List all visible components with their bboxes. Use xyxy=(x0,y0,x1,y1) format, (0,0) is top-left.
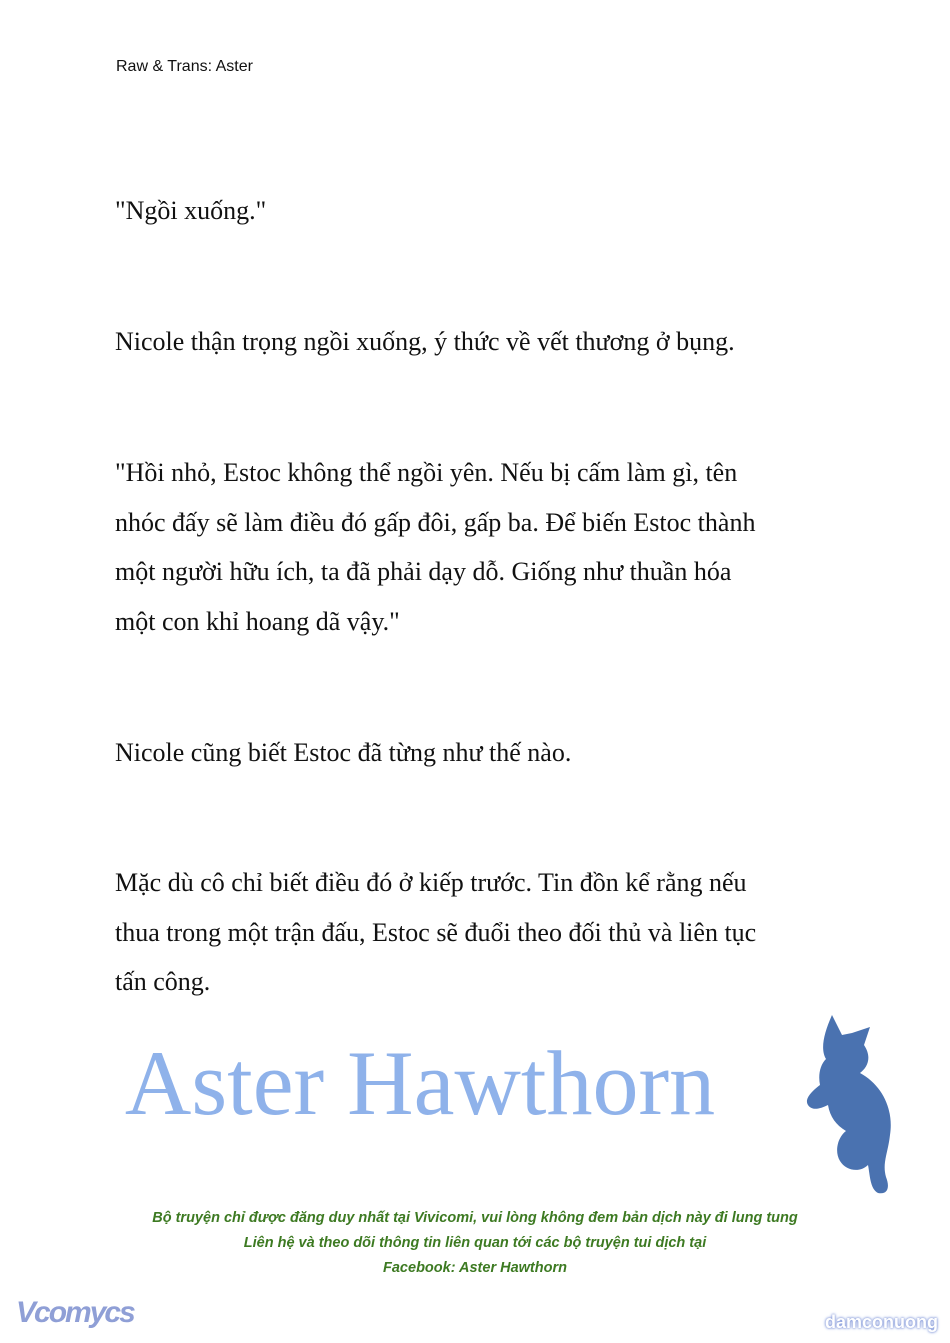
text-line: Mặc dù cô chỉ biết điều đó ở kiếp trước. Tin đồn kể rằng nếu xyxy=(115,868,747,897)
paragraph-5 xyxy=(115,870,756,1007)
text-line: "Hồi nhỏ, Estoc không thể ngồi yên. Nếu bị cấm làm gì, tên xyxy=(115,458,738,487)
footer-notice-line-2: Liên hệ và theo dõi thông tin liên quan tới các bộ truyện tui dịch tại xyxy=(243,1235,707,1251)
paragraph-2 xyxy=(115,329,735,367)
footer-notice-line-1: Bộ truyện chỉ được đăng duy nhất tại Vivicomi, vui lòng không đem bản dịch này đi lung tung xyxy=(152,1210,798,1226)
text-line: Nicole thận trọng ngồi xuống, ý thức về vết thương ở bụng. xyxy=(115,327,735,356)
paragraph-1 xyxy=(115,198,266,236)
text-line: Nicole cũng biết Estoc đã từng như thế nào. xyxy=(115,738,572,767)
cat-silhouette-icon xyxy=(790,1005,920,1195)
text-line: tấn công. xyxy=(115,967,211,997)
watermark-text: Aster Hawthorn xyxy=(124,1032,716,1134)
footer-facebook: Facebook: Aster Hawthorn xyxy=(383,1260,567,1276)
paragraph-4 xyxy=(115,740,571,778)
text-line: "Ngồi xuống." xyxy=(115,196,267,225)
translator-credit: Raw & Trans: Aster xyxy=(116,58,253,75)
vcomycs-logo: Vcomycs xyxy=(16,1296,134,1329)
damconuong-logo: damconuong xyxy=(825,1312,938,1332)
text-line: một con khỉ hoang dã vậy." xyxy=(115,606,400,636)
text-line: thua trong một trận đấu, Estoc sẽ đuổi theo đối thủ và liên tục xyxy=(115,917,757,947)
text-line: nhóc đấy sẽ làm điều đó gấp đôi, gấp ba. Để biến Estoc thành xyxy=(115,507,756,537)
text-line: một người hữu ích, ta đã phải dạy dỗ. Giống như thuần hóa xyxy=(115,557,732,587)
paragraph-3 xyxy=(115,460,755,646)
